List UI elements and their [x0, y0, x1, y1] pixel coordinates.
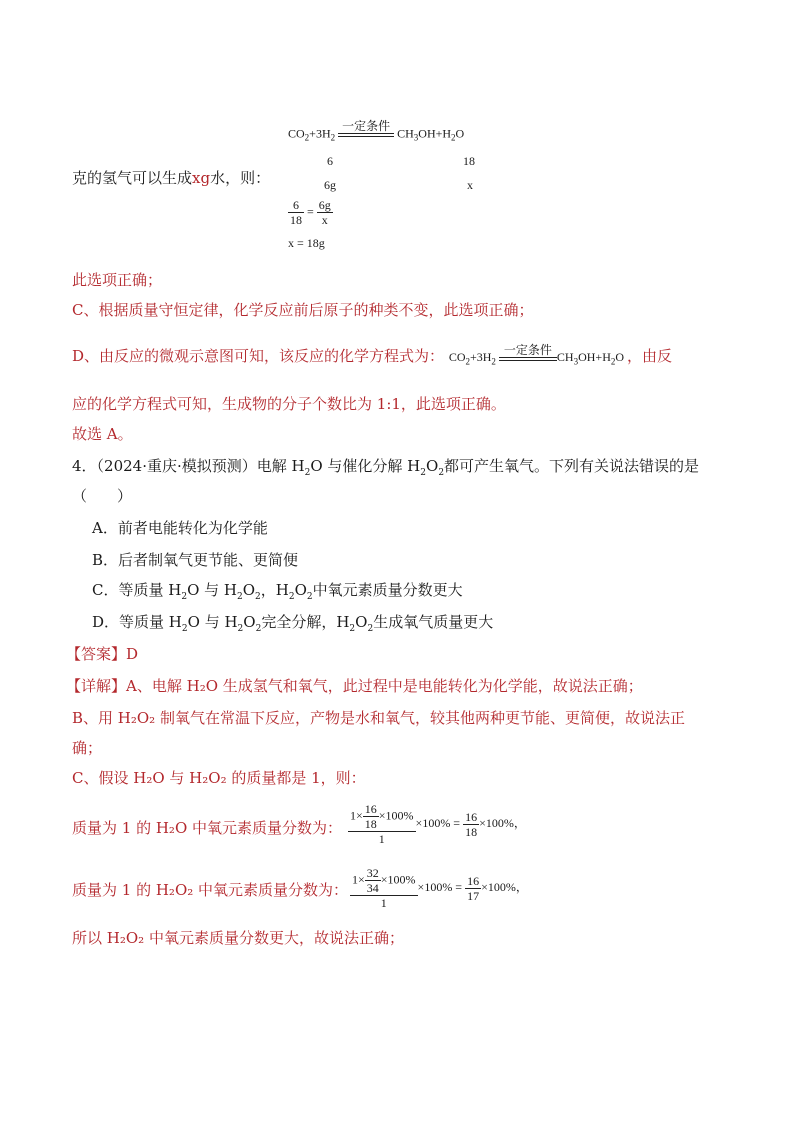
equation-line [288, 119, 465, 145]
frac-den: 17 [467, 888, 480, 903]
reaction-condition: 一定条件 [338, 120, 394, 134]
calc-comma: ， [515, 879, 528, 894]
calc-one: 1× [352, 872, 365, 887]
eq-product: CH [397, 126, 414, 141]
arrow-rule [499, 358, 557, 361]
mass-fraction-h2o2: 质量为 1 的 H₂O₂ 中氧元素质量分数为： [72, 881, 349, 899]
frac-den: 18 [290, 213, 302, 227]
opt-part: O 与 H [187, 613, 238, 631]
opt-part: D．等质量 H [92, 613, 182, 631]
opt-part: 完全分解，H [261, 613, 350, 631]
calc-tail: ×100% [479, 815, 514, 830]
reaction-arrow [499, 344, 557, 361]
block1-lead [72, 168, 270, 188]
opt-part: O [242, 581, 256, 599]
fraction [465, 874, 481, 903]
opt-part: O [243, 613, 256, 631]
frac-den: 18 [465, 824, 478, 839]
option-a: A．前者电能转化为化学能 [92, 519, 268, 537]
fraction [348, 802, 416, 846]
equals: = [307, 204, 314, 219]
detail-b1: B、用 H₂O₂ 制氧气在常温下反应，产物是水和氧气，较其他两种更节能、更简便，故说法正 [72, 709, 685, 727]
result: x = 18g [288, 236, 325, 250]
fraction [350, 866, 418, 910]
eq-sub: 2 [451, 132, 456, 143]
calc-tail: ×100% [481, 879, 516, 894]
d-text: D、由反应的微观示意图可知，该反应的化学方程式为： [72, 347, 445, 365]
opt-part: 中氧元素质量分数更大 [312, 581, 463, 599]
mass-h2: 6 [327, 154, 333, 168]
answer-label: 【答案】 [66, 645, 127, 663]
eq-sub: 2 [304, 132, 310, 143]
detail-final: 所以 H₂O₂ 中氧元素质量分数更大，故说法正确； [72, 929, 404, 947]
option-c: C．等质量 $H_2O$ 与 $H_2O_2$，$H_2O_2$中氧元素质量分数更大 [92, 581, 463, 602]
fraction [463, 810, 479, 839]
eq-plus: +3H [309, 126, 331, 141]
lead-tail: 水，则： [210, 169, 271, 187]
calc-h2o2 [350, 866, 528, 910]
frac-num: 16 [467, 873, 480, 888]
given-x: x [467, 178, 473, 192]
fraction [365, 866, 381, 895]
frac-den: 18 [364, 817, 377, 831]
calc-mid: ×100% = [415, 815, 461, 830]
d-text-tail: ，由反 [627, 347, 673, 365]
calc-comma: ， [513, 815, 526, 830]
stem-part: O [426, 457, 439, 475]
frac-num: 16 [465, 809, 478, 824]
option-d-continued: 应的化学方程式可知，生成物的分子个数比为 1:1，此选项正确。 [72, 395, 506, 413]
detail-label: 【详解】 [66, 677, 127, 695]
given-h2: 6g [324, 178, 336, 192]
frac-den: x [321, 213, 328, 227]
calc-pct: ×100% [380, 872, 416, 887]
lead-text: 克的氢气可以生成 [72, 169, 193, 187]
opt-part: O 与 H [187, 581, 237, 599]
calc-mid: ×100% = [417, 879, 463, 894]
frac-den: 34 [366, 881, 379, 895]
mass-h2o: 18 [463, 154, 475, 168]
fraction [363, 802, 379, 831]
eq-sub: 3 [413, 132, 419, 143]
fraction [288, 198, 304, 227]
frac-num: 6g [318, 198, 331, 212]
detail-b2: 确； [72, 739, 103, 757]
calc-pct: ×100% [378, 808, 414, 823]
opt-part: 生成氧气质量更大 [373, 613, 494, 631]
option-d-explanation [72, 342, 673, 368]
stem-part: 4．（2024·重庆·模拟预测）电解 H [72, 457, 305, 475]
frac-num: 6 [288, 198, 304, 213]
frac-num [348, 802, 416, 832]
choose-answer: 故选 A。 [72, 425, 133, 443]
lead-var: xg [192, 169, 211, 187]
question-stem: 4．（2024·重庆·模拟预测）电解 $H_2O$ 与催化分解 $H_2O_2$都可产生氧气。下列有关说法错误的是 [72, 457, 700, 478]
eq-reactant: CO [288, 126, 305, 141]
detail-a [66, 676, 643, 696]
option-b: B．后者制氧气更节能、更简便 [92, 551, 299, 569]
opt-part: ，H [260, 581, 289, 599]
opt-part: C．等质量 H [92, 581, 182, 599]
proportion [288, 198, 333, 227]
option-d: D．等质量 $H_2O$ 与 $H_2O_2$完全分解，$H_2O_2$生成氧气质量更大 [92, 613, 494, 634]
frac-den: 1 [380, 896, 387, 910]
question-bracket: （ ） [72, 487, 133, 505]
calc-h2o [348, 802, 526, 846]
correct-line: 此选项正确； [72, 271, 163, 289]
calc-one: 1× [350, 808, 363, 823]
frac-num: 32 [366, 866, 379, 880]
mass-fraction-h2o: 质量为 1 的 H₂O 中氧元素质量分数为： [72, 819, 343, 837]
opt-part: O [355, 613, 368, 631]
reaction-condition: 一定条件 [499, 344, 557, 358]
answer-value: D [126, 645, 139, 663]
detail-a-text: A、电解 H₂O 生成氢气和氧气，此过程中是电能转化为化学能，故说法正确； [126, 677, 643, 695]
opt-part: O [294, 581, 307, 599]
option-c-explanation: C、根据质量守恒定律，化学反应前后原子的种类不变，此选项正确； [72, 301, 534, 319]
frac-num: 16 [364, 802, 377, 816]
stem-part: O 与催化分解 H [310, 457, 421, 475]
frac-den: 1 [378, 832, 385, 846]
stem-part: 都可产生氧气。下列有关说法错误的是 [444, 457, 700, 475]
eq-sub: 2 [330, 132, 336, 143]
detail-c: C、假设 H₂O 与 H₂O₂ 的质量都是 1，则： [72, 769, 366, 787]
eq-product-tail: O [455, 126, 465, 141]
eq-product-tail: OH+H [418, 126, 452, 141]
fraction [317, 198, 333, 227]
answer-line [66, 644, 138, 664]
d-equation: $CO_2+3H_2$ 一定条件 $CH_3OH+H_2O$ [448, 342, 628, 367]
frac-num [350, 866, 418, 896]
arrow-rule [338, 134, 394, 137]
reaction-arrow [338, 120, 394, 137]
